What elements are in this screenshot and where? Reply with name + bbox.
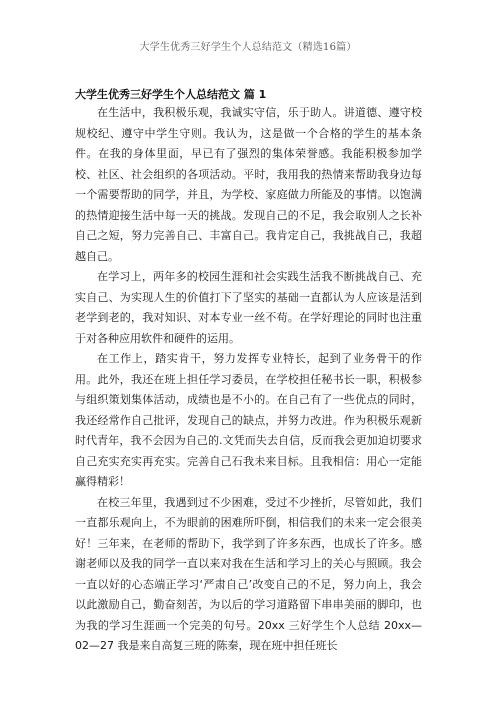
document-header: 大学生优秀三好学生个人总结范文（精选16篇） (139, 42, 357, 53)
paragraph: 在生活中，我积极乐观，我诚实守信，乐于助人。讲道德、遵守校规校纪、遵守中学生守则。我认为，这是做一个合格的学生的基本条件。在我的身体里面，早已有了强烈的集体荣誉感。我能积极参加学校、社区、社会组织的各项活动。平时，我用我的热情来帮助我身边每一个需要帮助的同学，并且，为学校、家庭做力所能及的事情。以饱满的热情迎接生活中每一天的挑战。发现自己的不足，我会取别人之长补自己之短，努力完善自己、丰富自己。我肯定自己，我挑战自己，我超越自己。 (75, 106, 422, 263)
paragraph: 在校三年里，我遇到过不少困难，受过不少挫折，尽管如此，我们一直都乐观向上，不为眼前的困难所吓倒，相信我们的未来一定会很美好！三年来，在老师的帮助下，我学到了许多东西，也成长了许多。感谢老师以及我的同学一直以来对我在生活和学习上的关心与照顾。我会一直以好的心态端正学习‘严肃自己’改变自己的不足，努力向上，我会以此激励自己，勤奋刻苦，为以后的学习道路留下串串美丽的脚印，也为我的学习生涯画一个完美的句号。20xx 三好学生个人总结 20xx—02—27 我是来自高复三班的陈秦，现在班中担任班长 (75, 495, 422, 652)
article-title: 大学生优秀三好学生个人总结范文 篇 1 (75, 88, 267, 101)
article-body (75, 103, 422, 657)
paragraph: 在工作上，踏实肯干，努力发挥专业特长，起到了业务骨干的作用。此外，我还在班上担任学习委员，在学校担任秘书长一职，积极参与组织策划集体活动，成绩也是不小的。在自己有了一些优点的同时，我还经常作自己批评，发现自己的缺点，并努力改进。作为积极乐观新时代青年，我不会因为自己的.文凭而失去自信，反而我会更加迫切要求自己充实充实再充实。完善自己石我未来目标。且我相信：用心一定能赢得精彩！ (75, 352, 422, 488)
paragraph: 在学习上，两年多的校园生涯和社会实践生活我不断挑战自己、充实自己、为实现人生的价值打下了坚实的基础一直都认为人应该是活到老学到老的，我对知识、对本专业一丝不苟。在学好理论的同时也注重于对各种应用软件和硬件的运用。 (75, 270, 422, 345)
